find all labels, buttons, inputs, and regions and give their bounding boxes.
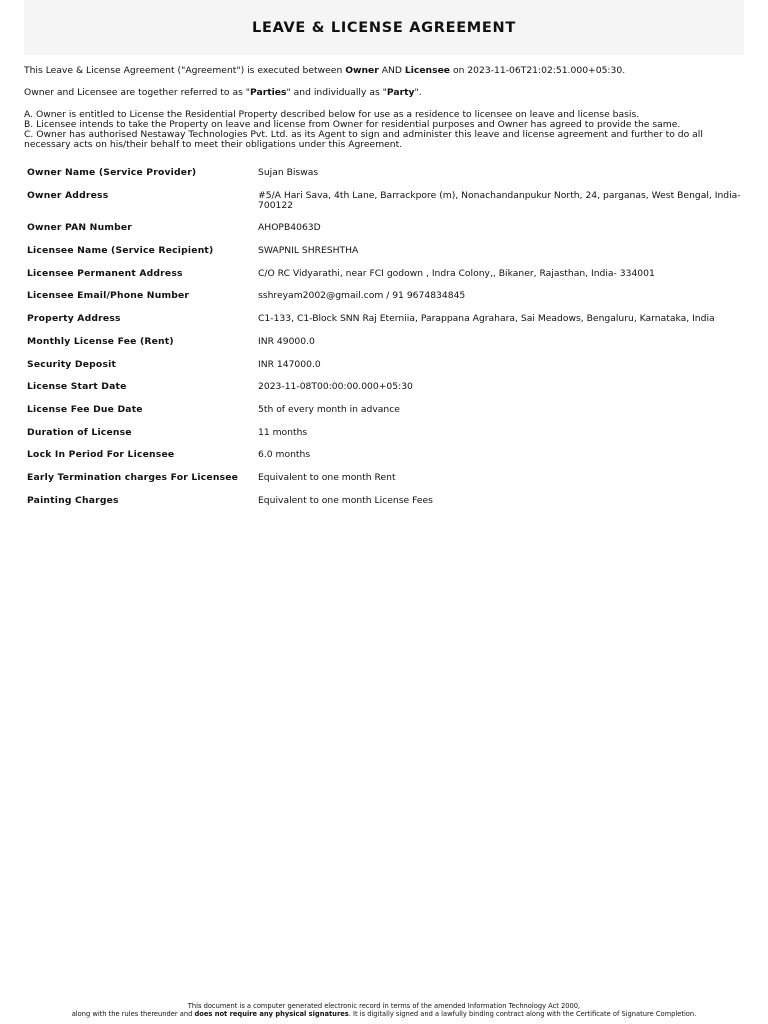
detail-value: C/O RC Vidyarathi, near FCI godown , Indra Colony,, Bikaner, Rajasthan, India- 334001 [258,267,655,279]
document-title: LEAVE & LICENSE AGREEMENT [252,19,516,36]
detail-label: Lock In Period For Licensee [27,449,175,461]
detail-label: Duration of License [27,426,132,438]
table-row [24,219,746,242]
exec-text-and: AND [378,65,405,76]
parties-term: Parties [250,87,287,98]
recital-b: B. Licensee intends to take the Property on leave and license from Owner for residential purposes and Owner has agreed to provide the same. [24,119,681,130]
recital-a: A. Owner is entitled to License the Residential Property described below for use as a residence to licensee on leave and license basis. [24,109,640,120]
table-row [24,378,746,401]
table-row [24,265,746,288]
owner-term: Owner [345,65,379,76]
table-row [24,401,746,424]
table-row [24,424,746,447]
detail-value: 2023-11-08T00:00:00.000+05:30 [258,381,413,393]
footer-line-2-bold: does not require any physical signatures [194,1009,349,1018]
footer-disclaimer [0,1003,768,1018]
parties-text-a: Owner and Licensee are together referred to as " [24,87,251,98]
detail-label: Owner Name (Service Provider) [27,167,197,178]
detail-value: C1-133, C1-Block SNN Raj Eterniia, Parappana Agrahara, Sai Meadows, Bengaluru, Karnataka, India [258,313,715,325]
detail-value: SWAPNIL SHRESHTHA [258,245,359,257]
title-bar [24,0,744,55]
footer-line-2-b: . It is digitally signed and a lawfully binding contract along with the Certificate of Signature Completion. [348,1009,697,1018]
detail-value: #5/A Hari Sava, 4th Lane, Barrackpore (m), Nonachandanpukur North, 24, parganas, West Bengal, India- 700122 [258,189,741,211]
table-row [24,187,746,220]
detail-label: Early Termination charges For Licensee [27,471,239,483]
detail-value: sshreyam2002@gmail.com / 91 9674834845 [258,290,466,302]
detail-label: Monthly License Fee (Rent) [27,335,174,347]
table-row [24,492,746,515]
detail-label: Property Address [27,313,121,325]
detail-value: INR 147000.0 [258,358,321,370]
exec-text-a: This Leave & License Agreement ("Agreement") is executed between [24,65,346,76]
parties-text-b: " and individually as " [286,87,387,98]
detail-value: 11 months [258,426,308,438]
detail-label: Painting Charges [27,494,119,506]
exec-text-b: on 2023-11-06T21:02:51.000+05:30. [450,65,626,76]
footer-line-2-a: along with the rules thereunder and [71,1009,195,1018]
detail-value: INR 49000.0 [258,335,315,347]
footer-line-2 [0,1011,768,1019]
execution-statement [24,66,746,76]
table-row [24,446,746,469]
detail-value: Equivalent to one month License Fees [258,494,433,506]
recitals [24,110,746,150]
detail-value: Equivalent to one month Rent [258,471,396,483]
table-row [24,164,746,187]
detail-label: Owner PAN Number [27,222,133,234]
detail-label: Licensee Permanent Address [27,267,183,279]
table-row [24,469,746,492]
detail-value: 6.0 months [258,449,311,461]
detail-value: AHOPB4063D [258,222,321,234]
table-row [24,333,746,356]
detail-label: Licensee Name (Service Recipient) [27,245,214,257]
agreement-details-table [24,164,746,514]
footer-line-1: This document is a computer generated electronic record in terms of the amended Information Technology Act 2000, [187,1002,581,1010]
licensee-term: Licensee [404,65,451,76]
table-row [24,310,746,333]
detail-value: Sujan Biswas [258,167,319,178]
detail-label: Licensee Email/Phone Number [27,290,190,302]
party-term: Party [386,87,415,98]
table-row [24,287,746,310]
detail-label: License Start Date [27,381,127,393]
detail-label: License Fee Due Date [27,403,143,415]
parties-definition [24,88,746,98]
detail-label: Security Deposit [27,358,117,370]
parties-text-c: ". [414,87,422,98]
table-row [24,242,746,265]
detail-value: 5th of every month in advance [258,403,400,415]
recital-c: C. Owner has authorised Nestaway Technologies Pvt. Ltd. as its Agent to sign and administer this leave and license agreement and further to do all necessary acts on his/their behalf to meet their obligations under this Agreement. [24,129,703,150]
table-row [24,356,746,379]
detail-label: Owner Address [27,189,109,201]
